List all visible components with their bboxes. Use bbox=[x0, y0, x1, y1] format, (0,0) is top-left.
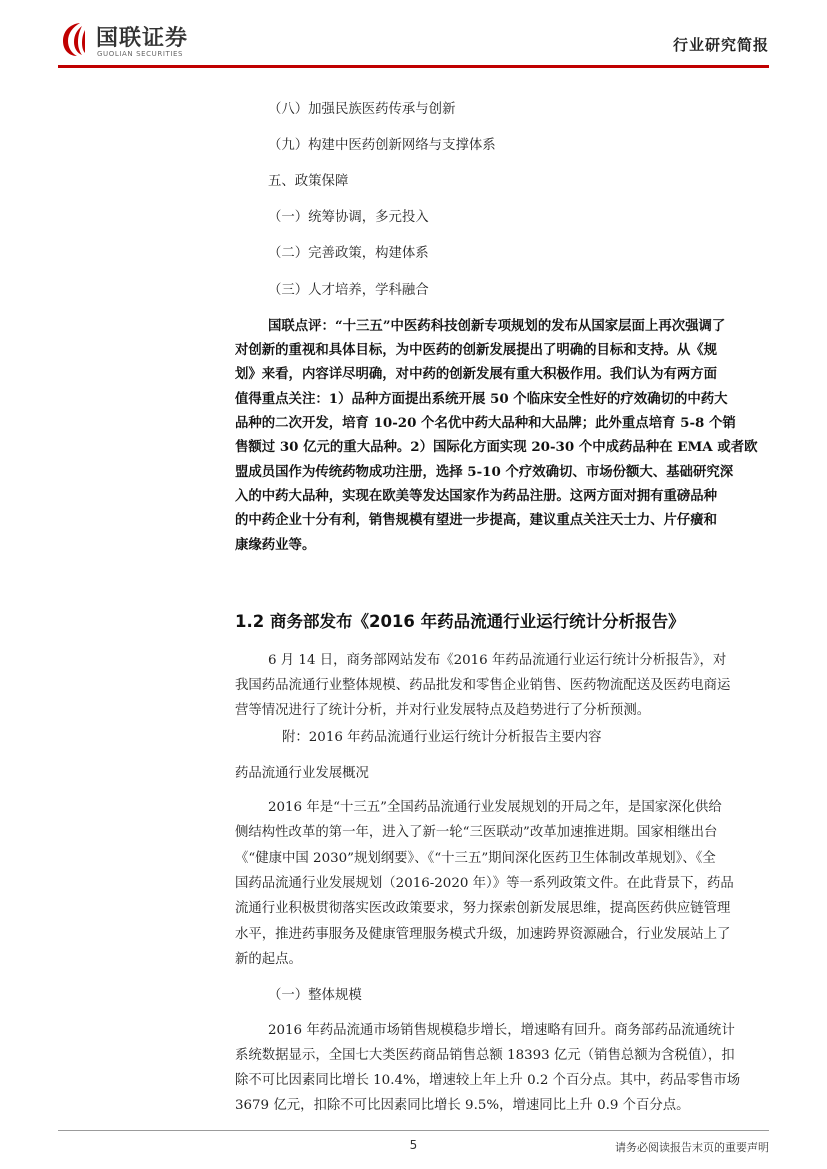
report-type-label: 行业研究简报 bbox=[672, 36, 769, 54]
paragraph-line: 国药品流通行业发展规划（2016-2020 年）》等一系列政策文件。在此背景下，药品 bbox=[235, 876, 734, 891]
list-item: 五、政策保障 bbox=[268, 174, 349, 189]
list-item: （三）人才培养，学科融合 bbox=[268, 283, 429, 298]
paragraph-line: 2016 年药品流通市场销售规模稳步增长，增速略有回升。商务部药品流通统计 bbox=[268, 1023, 735, 1038]
list-item: （一）统筹协调，多元投入 bbox=[268, 210, 429, 225]
paragraph-line: 侧结构性改革的第一年，进入了新一轮“三医联动”改革加速推进期。国家相继出台 bbox=[235, 825, 718, 840]
logo-chinese-text: 国联证券 bbox=[96, 26, 189, 51]
footer-divider bbox=[58, 1130, 769, 1131]
commentary-line: 值得重点关注：1）品种方面提出系统开展 50 个临床安全性好的疗效确切的中药大 bbox=[235, 391, 728, 407]
paragraph-line: 新的起点。 bbox=[235, 952, 302, 967]
paragraph-line: 3679 亿元，扣除不可比因素同比增长 9.5%，增速同比上升 0.9 个百分点。 bbox=[235, 1098, 690, 1113]
company-logo bbox=[58, 20, 228, 60]
page-header bbox=[0, 0, 827, 74]
paragraph-line: 营等情况进行了统计分析，并对行业发展特点及趋势进行了分析预测。 bbox=[235, 703, 651, 718]
page-number: 5 bbox=[409, 1138, 418, 1152]
paragraph-line: 《“健康中国 2030”规划纲要》、《“十三五”期间深化医药卫生体制改革规划》、《全 bbox=[235, 851, 716, 866]
list-item: （九）构建中医药创新网络与支撑体系 bbox=[268, 138, 496, 153]
commentary-line: 售额过 30 亿元的重大品种。2）国际化方面实现 20-30 个中成药品种在 EMA 或者欧 bbox=[235, 439, 758, 455]
paragraph-line: 我国药品流通行业整体规模、药品批发和零售企业销售、医药物流配送及医药电商运 bbox=[235, 678, 731, 693]
commentary-line: 康缘药业等。 bbox=[235, 537, 316, 553]
subheading: （一）整体规模 bbox=[268, 988, 362, 1003]
logo-english-text: GUOLIAN SECURITIES bbox=[97, 50, 184, 58]
commentary-line: 盟成员国作为传统药物成功注册，选择 5-10 个疗效确切、市场份额大、基础研究深 bbox=[235, 464, 734, 480]
header-divider bbox=[58, 65, 769, 68]
paragraph-line: 水平，推进药事服务及健康管理服务模式升级，加速跨界资源融合，行业发展站上了 bbox=[235, 927, 731, 942]
commentary-line: 品种的二次开发，培育 10-20 个名优中药大品种和大品牌；此外重点培育 5-8 个销 bbox=[235, 415, 736, 431]
guolian-logo-icon bbox=[58, 20, 90, 58]
commentary-line: 入的中药大品种，实现在欧美等发达国家作为药品注册。这两方面对拥有重磅品种 bbox=[235, 488, 718, 504]
commentary-line: 的中药企业十分有利，销售规模有望进一步提高，建议重点关注天士力、片仔癀和 bbox=[235, 512, 718, 528]
paragraph-line: 2016 年是“十三五”全国药品流通行业发展规划的开局之年，是国家深化供给 bbox=[268, 800, 722, 815]
paragraph-line: 6 月 14 日，商务部网站发布《2016 年药品流通行业运行统计分析报告》，对 bbox=[268, 653, 727, 668]
paragraph-line: 系统数据显示，全国七大类医药商品销售总额 18393 亿元（销售总额为含税值），扣 bbox=[235, 1048, 735, 1063]
appendix-note: 附：2016 年药品流通行业运行统计分析报告主要内容 bbox=[282, 730, 602, 745]
commentary-line: 对创新的重视和具体目标，为中医药的创新发展提出了明确的目标和支持。从《规 bbox=[235, 342, 718, 358]
subheading: 药品流通行业发展概况 bbox=[235, 766, 369, 781]
list-item: （八）加强民族医药传承与创新 bbox=[268, 102, 456, 117]
section-title: 1.2 商务部发布《2016 年药品流通行业运行统计分析报告》 bbox=[235, 612, 685, 631]
commentary-line: 划》来看，内容详尽明确，对中药的创新发展有重大积极作用。我们认为有两方面 bbox=[235, 366, 718, 382]
paragraph-line: 除不可比因素同比增长 10.4%，增速较上年上升 0.2 个百分点。其中，药品零售市场 bbox=[235, 1073, 741, 1088]
paragraph-line: 流通行业积极贯彻落实医改政策要求，努力探索创新发展思维，提高医药供应链管理 bbox=[235, 901, 731, 916]
footer-disclaimer: 请务必阅读报告末页的重要声明 bbox=[615, 1141, 769, 1154]
commentary-line: 国联点评：“十三五”中医药科技创新专项规划的发布从国家层面上再次强调了 bbox=[268, 318, 726, 334]
list-item: （二）完善政策，构建体系 bbox=[268, 246, 429, 261]
